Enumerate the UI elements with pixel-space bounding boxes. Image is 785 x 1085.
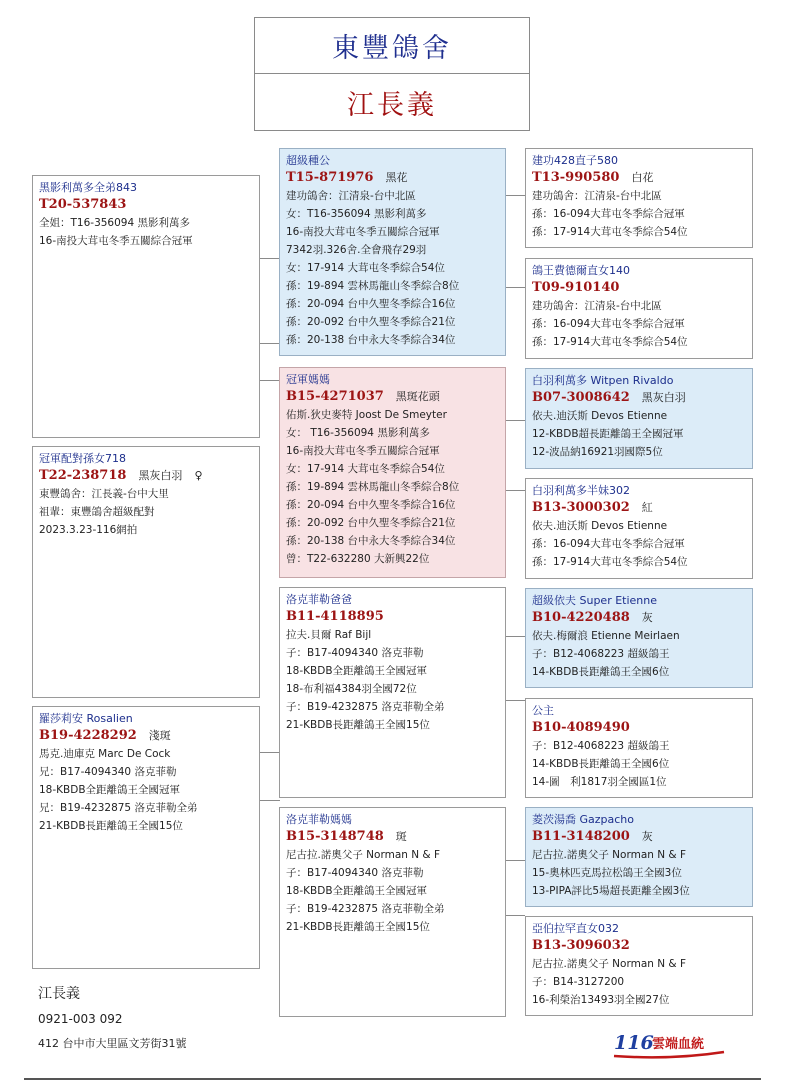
ring-number	[39, 727, 253, 745]
subject-card	[32, 446, 260, 698]
ring-id: B13-3000302	[532, 500, 630, 515]
connector-line	[259, 752, 280, 753]
pedigree-line: 兄：B19-4232875 洛克菲勒全弟	[39, 802, 198, 814]
pedigree-line: 18-KBDB全距離鴿王全國冠軍	[286, 885, 428, 897]
pedigree-line: 15-奧林匹克馬拉松鴿王全國3位	[532, 867, 682, 879]
pedigree-line: 子：B12-4068223 超級鴿王	[532, 648, 670, 660]
loft-name: 東豐鴿舍	[255, 18, 529, 74]
pigeon-name: 超級依夫 Super Etienne	[532, 594, 658, 607]
pigeon-name: 鴿王費德爾直女140	[532, 264, 630, 277]
pigeon-name: 冠軍媽媽	[286, 373, 330, 386]
pedigree-line: 16-南投大茸屯冬季五關綜合冠軍	[286, 445, 440, 457]
pedigree-line: 依夫.迪沃斯 Devos Etienne	[532, 410, 668, 422]
pedigree-line: 孫：19-894 雲林馬龍山冬季綜合8位	[286, 280, 460, 292]
pedigree-line: 18-KBDB全距離鴿王全國冠軍	[286, 665, 428, 677]
connector-line	[505, 287, 525, 288]
ring-id: B10-4220488	[532, 610, 630, 625]
ring-number	[532, 169, 746, 187]
pedigree-line: 尼古拉.諾奧父子 Norman N & F	[286, 849, 440, 861]
connector-line	[259, 343, 280, 344]
pedigree-line: 女：17-914 大茸屯冬季綜合54位	[286, 262, 445, 274]
connector-line	[505, 636, 525, 637]
ring-id: B15-4271037	[286, 389, 384, 404]
pedigree-line: 馬克.迪庫克 Marc De Cock	[39, 748, 171, 760]
pedigree-line: 16-南投大茸屯冬季五關綜合冠軍	[39, 235, 193, 247]
ring-number	[286, 388, 499, 406]
sire-sire-sire-card	[525, 148, 753, 248]
ring-number	[532, 719, 746, 737]
connector-line	[505, 700, 525, 701]
connector-line	[505, 420, 525, 421]
plumage-color: 灰	[641, 830, 653, 843]
pedigree-line: 曾：T22-632280 大新興22位	[286, 553, 430, 565]
connector-line	[259, 800, 280, 801]
ring-number	[532, 609, 746, 627]
dam-dam-dam-card	[525, 916, 753, 1016]
pedigree-line: 14-圖 利1817羽全國區1位	[532, 776, 667, 788]
contact-info	[38, 983, 187, 1053]
sire-sire-dam-card	[525, 258, 753, 359]
ring-id: B13-3096032	[532, 938, 630, 953]
connector-line	[505, 195, 525, 196]
pigeon-name: 超級種公	[286, 154, 330, 167]
pigeon-name: 黑影利萬多全弟843	[39, 181, 137, 194]
plumage-color: 斑	[395, 830, 407, 843]
sire-dam-dam-card	[525, 478, 753, 579]
footer-divider	[24, 1078, 761, 1080]
plumage-color: 黑灰白羽	[641, 391, 686, 404]
pedigree-line: 2023.3.23-116網拍	[39, 524, 138, 536]
brand-logo	[612, 1030, 732, 1060]
sire-dam-card	[279, 367, 506, 578]
pedigree-line: 孫：19-894 雲林馬龍山冬季綜合8位	[286, 481, 460, 493]
pedigree-line: 兄：B17-4094340 洛克菲勒	[39, 766, 177, 778]
pedigree-line: 子：B17-4094340 洛克菲勒	[286, 647, 424, 659]
pedigree-line: 子：B17-4094340 洛克菲勒	[286, 867, 424, 879]
logo-number: 116	[614, 1032, 654, 1054]
ring-id: B11-4118895	[286, 609, 384, 624]
pedigree-line: 女： T16-356094 黑影利萬多	[286, 427, 430, 439]
ring-number	[532, 828, 746, 846]
ring-number	[286, 169, 499, 187]
ring-number	[532, 937, 746, 955]
ring-number	[532, 389, 746, 407]
pedigree-line: 建功鴿舍：江清泉-台中北區	[286, 190, 416, 202]
pedigree-line: 祖輩：東豐鴿舍超級配對	[39, 506, 155, 518]
pedigree-line: 孫：20-094 台中久聖冬季綜合16位	[286, 298, 456, 310]
pigeon-name: 白羽利萬多 Witpen Rivaldo	[532, 374, 674, 387]
pigeon-name: 羅莎莉安 Rosalien	[39, 712, 133, 725]
pedigree-line: 16-利榮治13493羽全國27位	[532, 994, 670, 1006]
pedigree-line: 7342羽.326舍.全會飛存29羽	[286, 244, 427, 256]
pedigree-line: 全姐：T16-356094 黑影利萬多	[39, 217, 190, 229]
sire-card	[32, 175, 260, 438]
pedigree-line: 子：B12-4068223 超級鴿王	[532, 740, 670, 752]
connector-line	[505, 860, 525, 861]
sex-symbol: ♀	[194, 469, 203, 482]
pigeon-name: 亞伯拉罕直女032	[532, 922, 619, 935]
connector-line	[259, 380, 280, 381]
contact-phone: 0921-003 092	[38, 1012, 123, 1026]
pedigree-line: 孫：20-138 台中永大冬季綜合34位	[286, 535, 456, 547]
pedigree-header	[254, 17, 530, 131]
pedigree-line: 12-KBDB超長距離鴿王全國冠軍	[532, 428, 684, 440]
contact-address: 412 台中市大里區文芳街31號	[38, 1037, 187, 1050]
ring-id: T09-910140	[532, 280, 620, 295]
ring-number	[532, 279, 746, 297]
pedigree-line: 東豐鴿舍：江長義-台中大里	[39, 488, 169, 500]
dam-sire-sire-card	[525, 588, 753, 688]
pedigree-line: 建功鴿舍：江清泉-台中北區	[532, 300, 662, 312]
pigeon-name: 冠軍配對孫女718	[39, 452, 126, 465]
ring-number	[286, 608, 499, 626]
logo-graphic	[612, 1030, 732, 1060]
pedigree-line: 女：T16-356094 黑影利萬多	[286, 208, 427, 220]
pedigree-line: 孫：20-092 台中久聖冬季綜合21位	[286, 517, 456, 529]
pedigree-line: 13-PIPA評比5場超長距離全國3位	[532, 885, 690, 897]
pedigree-line: 尼古拉.諾奧父子 Norman N & F	[532, 958, 686, 970]
pedigree-line: 12-波品納16921羽國際5位	[532, 446, 663, 458]
pedigree-line: 14-KBDB長距離鴿王全國6位	[532, 666, 670, 678]
pedigree-line: 孫：17-914大茸屯冬季綜合54位	[532, 226, 688, 238]
pedigree-line: 18-KBDB全距離鴿王全國冠軍	[39, 784, 181, 796]
pedigree-line: 孫：20-094 台中久聖冬季綜合16位	[286, 499, 456, 511]
ring-id: B07-3008642	[532, 390, 630, 405]
pigeon-name: 菱茨湯喬 Gazpacho	[532, 813, 635, 826]
pedigree-line: 依夫.迪沃斯 Devos Etienne	[532, 520, 668, 532]
connector-line	[505, 490, 525, 491]
ring-id: B15-3148748	[286, 829, 384, 844]
dam-card	[32, 706, 260, 969]
ring-id: T13-990580	[532, 170, 620, 185]
dam-sire-dam-card	[525, 698, 753, 798]
plumage-color: 灰	[641, 611, 653, 624]
logo-text: 雲端血統	[652, 1037, 705, 1052]
plumage-color: 淺斑	[148, 729, 171, 742]
sire-dam-sire-card	[525, 368, 753, 469]
pedigree-line: 孫：17-914大茸屯冬季綜合54位	[532, 556, 688, 568]
plumage-color: 黑斑花頭	[395, 390, 440, 403]
dam-dam-sire-card	[525, 807, 753, 907]
ring-number	[39, 196, 253, 214]
sire-sire-card	[279, 148, 506, 356]
ring-id: B11-3148200	[532, 829, 630, 844]
pigeon-name: 洛克菲勒媽媽	[286, 813, 352, 826]
pedigree-line: 21-KBDB長距離鴿王全國15位	[39, 820, 183, 832]
ring-number	[39, 467, 253, 485]
pedigree-line: 子：B19-4232875 洛克菲勒全弟	[286, 903, 445, 915]
pedigree-line: 孫：16-094大茸屯冬季綜合冠軍	[532, 208, 685, 220]
dam-dam-card	[279, 807, 506, 1017]
plumage-color: 白花	[631, 171, 654, 184]
pedigree-line: 女：17-914 大茸屯冬季綜合54位	[286, 463, 445, 475]
pigeon-name: 白羽利萬多半妹302	[532, 484, 630, 497]
owner-name: 江長義	[347, 89, 437, 121]
ring-id: T20-537843	[39, 197, 127, 212]
pedigree-line: 建功鴿舍：江清泉-台中北區	[532, 190, 662, 202]
ring-id: B19-4228292	[39, 728, 137, 743]
pedigree-line: 14-KBDB長距離鴿王全國6位	[532, 758, 670, 770]
contact-name: 江長義	[38, 986, 80, 1002]
pedigree-line: 依夫.梅爾浪 Etienne Meirlaen	[532, 630, 680, 642]
pedigree-line: 孫：20-138 台中永大冬季綜合34位	[286, 334, 456, 346]
plumage-color: 黑花	[385, 171, 408, 184]
ring-id: T15-871976	[286, 170, 374, 185]
pedigree-line: 子：B19-4232875 洛克菲勒全弟	[286, 701, 445, 713]
pigeon-name: 公主	[532, 704, 554, 717]
ring-id: B10-4089490	[532, 720, 630, 735]
pedigree-line: 孫：16-094大茸屯冬季綜合冠軍	[532, 318, 685, 330]
pedigree-line: 16-南投大茸屯冬季五關綜合冠軍	[286, 226, 440, 238]
pedigree-line: 孫：17-914大茸屯冬季綜合54位	[532, 336, 688, 348]
connector-line	[505, 915, 525, 916]
pedigree-line: 佑斯.狄史麥特 Joost De Smeyter	[286, 409, 447, 421]
pedigree-line: 18-布利福4384羽全國72位	[286, 683, 417, 695]
ring-id: T22-238718	[39, 468, 127, 483]
ring-number	[286, 828, 499, 846]
pedigree-line: 孫：20-092 台中久聖冬季綜合21位	[286, 316, 456, 328]
dam-sire-card	[279, 587, 506, 798]
pigeon-name: 建功428直子580	[532, 154, 618, 167]
pedigree-line: 21-KBDB長距離鴿王全國15位	[286, 921, 430, 933]
pigeon-name: 洛克菲勒爸爸	[286, 593, 352, 606]
ring-number	[532, 499, 746, 517]
plumage-color: 黑灰白羽	[138, 469, 183, 482]
pedigree-line: 尼古拉.諾奧父子 Norman N & F	[532, 849, 686, 861]
pedigree-line: 拉夫.貝爾 Raf Bijl	[286, 629, 372, 641]
connector-line	[259, 258, 280, 259]
plumage-color: 紅	[641, 501, 653, 514]
pedigree-line: 子：B14-3127200	[532, 976, 625, 988]
pedigree-line: 孫：16-094大茸屯冬季綜合冠軍	[532, 538, 685, 550]
pedigree-line: 21-KBDB長距離鴿王全國15位	[286, 719, 430, 731]
